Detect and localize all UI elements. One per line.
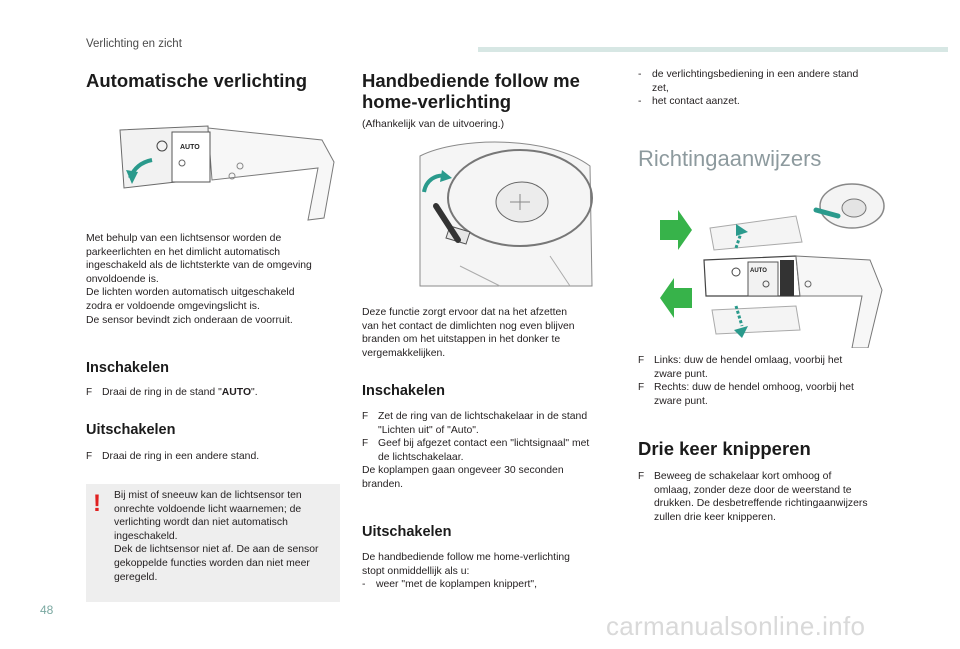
dash-text: weer "met de koplampen knippert",: [376, 579, 538, 591]
bullet-marker: F: [362, 438, 369, 450]
turn-signal-steps: [638, 354, 900, 408]
dash-item: [638, 68, 898, 95]
intro-line: branden om het uitstappen in het donker te: [362, 334, 561, 346]
bullet-text: Draai de ring in de stand ": [102, 387, 222, 398]
intro-line: Met behulp van een lichtsensor worden de: [86, 233, 282, 244]
auto-label: AUTO: [180, 144, 200, 151]
warning-line: verlichting wordt dan niet automatisch: [114, 517, 288, 529]
light-stalk-illustration: [112, 118, 344, 224]
steering-wheel-illustration: [400, 136, 600, 294]
intro-line: zodra er voldoende omgevingslicht is.: [86, 300, 260, 312]
after-line: branden.: [362, 478, 404, 490]
intro-line: Deze functie zorgt ervoor dat na het afzetten: [362, 307, 568, 318]
bullet-blink: [638, 470, 900, 524]
blink-three-times-step: [638, 470, 900, 524]
dash-item: [362, 578, 624, 592]
dash-item: [638, 95, 898, 109]
bullet-marker: F: [86, 451, 93, 462]
bullet-line: drukken. De desbetreffende richtingaanwijzers: [654, 498, 868, 510]
green-arrow-right-icon: [660, 210, 692, 250]
bullet-step: [362, 437, 624, 464]
watermark: carmanualsonline.info: [606, 611, 866, 641]
turn-signal-illustration: [656, 180, 890, 348]
bullet-line: zware punt.: [654, 368, 708, 380]
warning-line: gekoppelde functies worden dan niet meer: [114, 557, 310, 569]
title-line: home-verlichting: [362, 91, 512, 112]
bullet-line: Beweeg de schakelaar kort omhoog of: [654, 471, 832, 482]
section-header: Verlichting en zicht: [86, 38, 182, 50]
bullet-other-position: [86, 450, 346, 464]
warning-line: onrechte voldoende licht waarnemen; de: [114, 503, 302, 515]
automatic-lighting-intro: [86, 232, 346, 327]
warning-line: Dek de lichtsensor niet af. De aan de sensor: [114, 544, 319, 556]
header-divider: [478, 47, 948, 52]
bullet-line: Zet de ring van de lichtschakelaar in de stand: [378, 411, 588, 422]
bullet-line: "Lichten uit" of "Auto".: [378, 424, 479, 436]
subtitle-inschakelen-2: Inschakelen: [362, 383, 446, 399]
bullet-text: Draai de ring in een andere stand.: [102, 451, 260, 462]
subtitle-inschakelen: Inschakelen: [86, 360, 170, 376]
page-number: 48: [40, 603, 54, 617]
bullet-text-end: ".: [251, 387, 258, 398]
intro-line: onvoldoende is.: [86, 273, 159, 285]
intro-line: van het contact de dimlichten nog even blijven: [362, 320, 575, 332]
off-line: De handbediende follow me home-verlichting: [362, 552, 570, 563]
bullet-right: [638, 381, 900, 408]
bullet-line: Geef bij afgezet contact een "lichtsignaal" met: [378, 438, 590, 450]
auto-emphasis: AUTO: [221, 387, 252, 398]
bullet-step: [362, 410, 624, 437]
warning-icon: !: [93, 490, 101, 517]
warning-line: Bij mist of sneeuw kan de lichtsensor ten: [114, 490, 302, 501]
dash-line: de verlichtingsbediening in een andere stand: [652, 69, 859, 80]
dash-line: zet,: [652, 82, 669, 94]
dash-marker: -: [638, 69, 642, 80]
bullet-marker: F: [638, 382, 645, 394]
follow-me-off-continued: [638, 68, 898, 109]
intro-line: vergemakkelijken.: [362, 347, 446, 359]
bullet-line: zullen drie keer knipperen.: [654, 511, 776, 523]
bullet-marker: F: [638, 355, 645, 366]
bullet-line: zware punt.: [654, 395, 708, 407]
bullet-left: [638, 354, 900, 381]
bullet-auto: [86, 386, 346, 400]
green-arrow-left-icon: [660, 278, 692, 318]
subtitle-uitschakelen-2: Uitschakelen: [362, 524, 452, 540]
title-follow-me-home: [362, 70, 602, 112]
follow-me-on-steps: [362, 410, 624, 492]
warning-line: ingeschakeld.: [114, 530, 178, 542]
bullet-marker: F: [86, 387, 93, 398]
dash-line: het contact aanzet.: [652, 96, 740, 108]
intro-line: De sensor bevindt zich onderaan de voorruit.: [86, 314, 293, 326]
availability-note: (Afhankelijk van de uitvoering.): [362, 119, 505, 130]
bullet-marker: F: [362, 411, 369, 422]
after-line: De koplampen gaan ongeveer 30 seconden: [362, 465, 564, 477]
bullet-line: Links: duw de hendel omlaag, voorbij het: [654, 355, 843, 366]
follow-me-off-text: [362, 551, 624, 592]
bullet-line: omlaag, zonder deze door de weerstand te: [654, 484, 852, 496]
intro-line: parkeerlichten en het dimlicht automatisch: [86, 246, 281, 258]
bullet-marker: F: [638, 471, 645, 482]
off-line: stopt onmiddellijk als u:: [362, 565, 470, 577]
title-automatische-verlichting: Automatische verlichting: [86, 70, 308, 91]
dash-marker: -: [362, 579, 366, 591]
intro-line: De lichten worden automatisch uitgeschakeld: [86, 287, 295, 299]
auto-label: AUTO: [750, 268, 767, 274]
intro-line: ingeschakeld als de lichtsterkte van de omgeving: [86, 260, 312, 272]
bullet-line: de lichtschakelaar.: [378, 451, 464, 463]
title-richtingaanwijzers: Richtingaanwijzers: [638, 146, 822, 171]
warning-box: [86, 484, 340, 602]
follow-me-intro: [362, 306, 622, 360]
title-line: Handbediende follow me: [362, 70, 580, 91]
bullet-line: Rechts: duw de hendel omhoog, voorbij het: [654, 382, 854, 394]
dash-marker: -: [638, 96, 642, 108]
subtitle-uitschakelen: Uitschakelen: [86, 422, 176, 438]
warning-line: geregeld.: [114, 571, 158, 583]
title-drie-keer-knipperen: Drie keer knipperen: [638, 438, 811, 459]
